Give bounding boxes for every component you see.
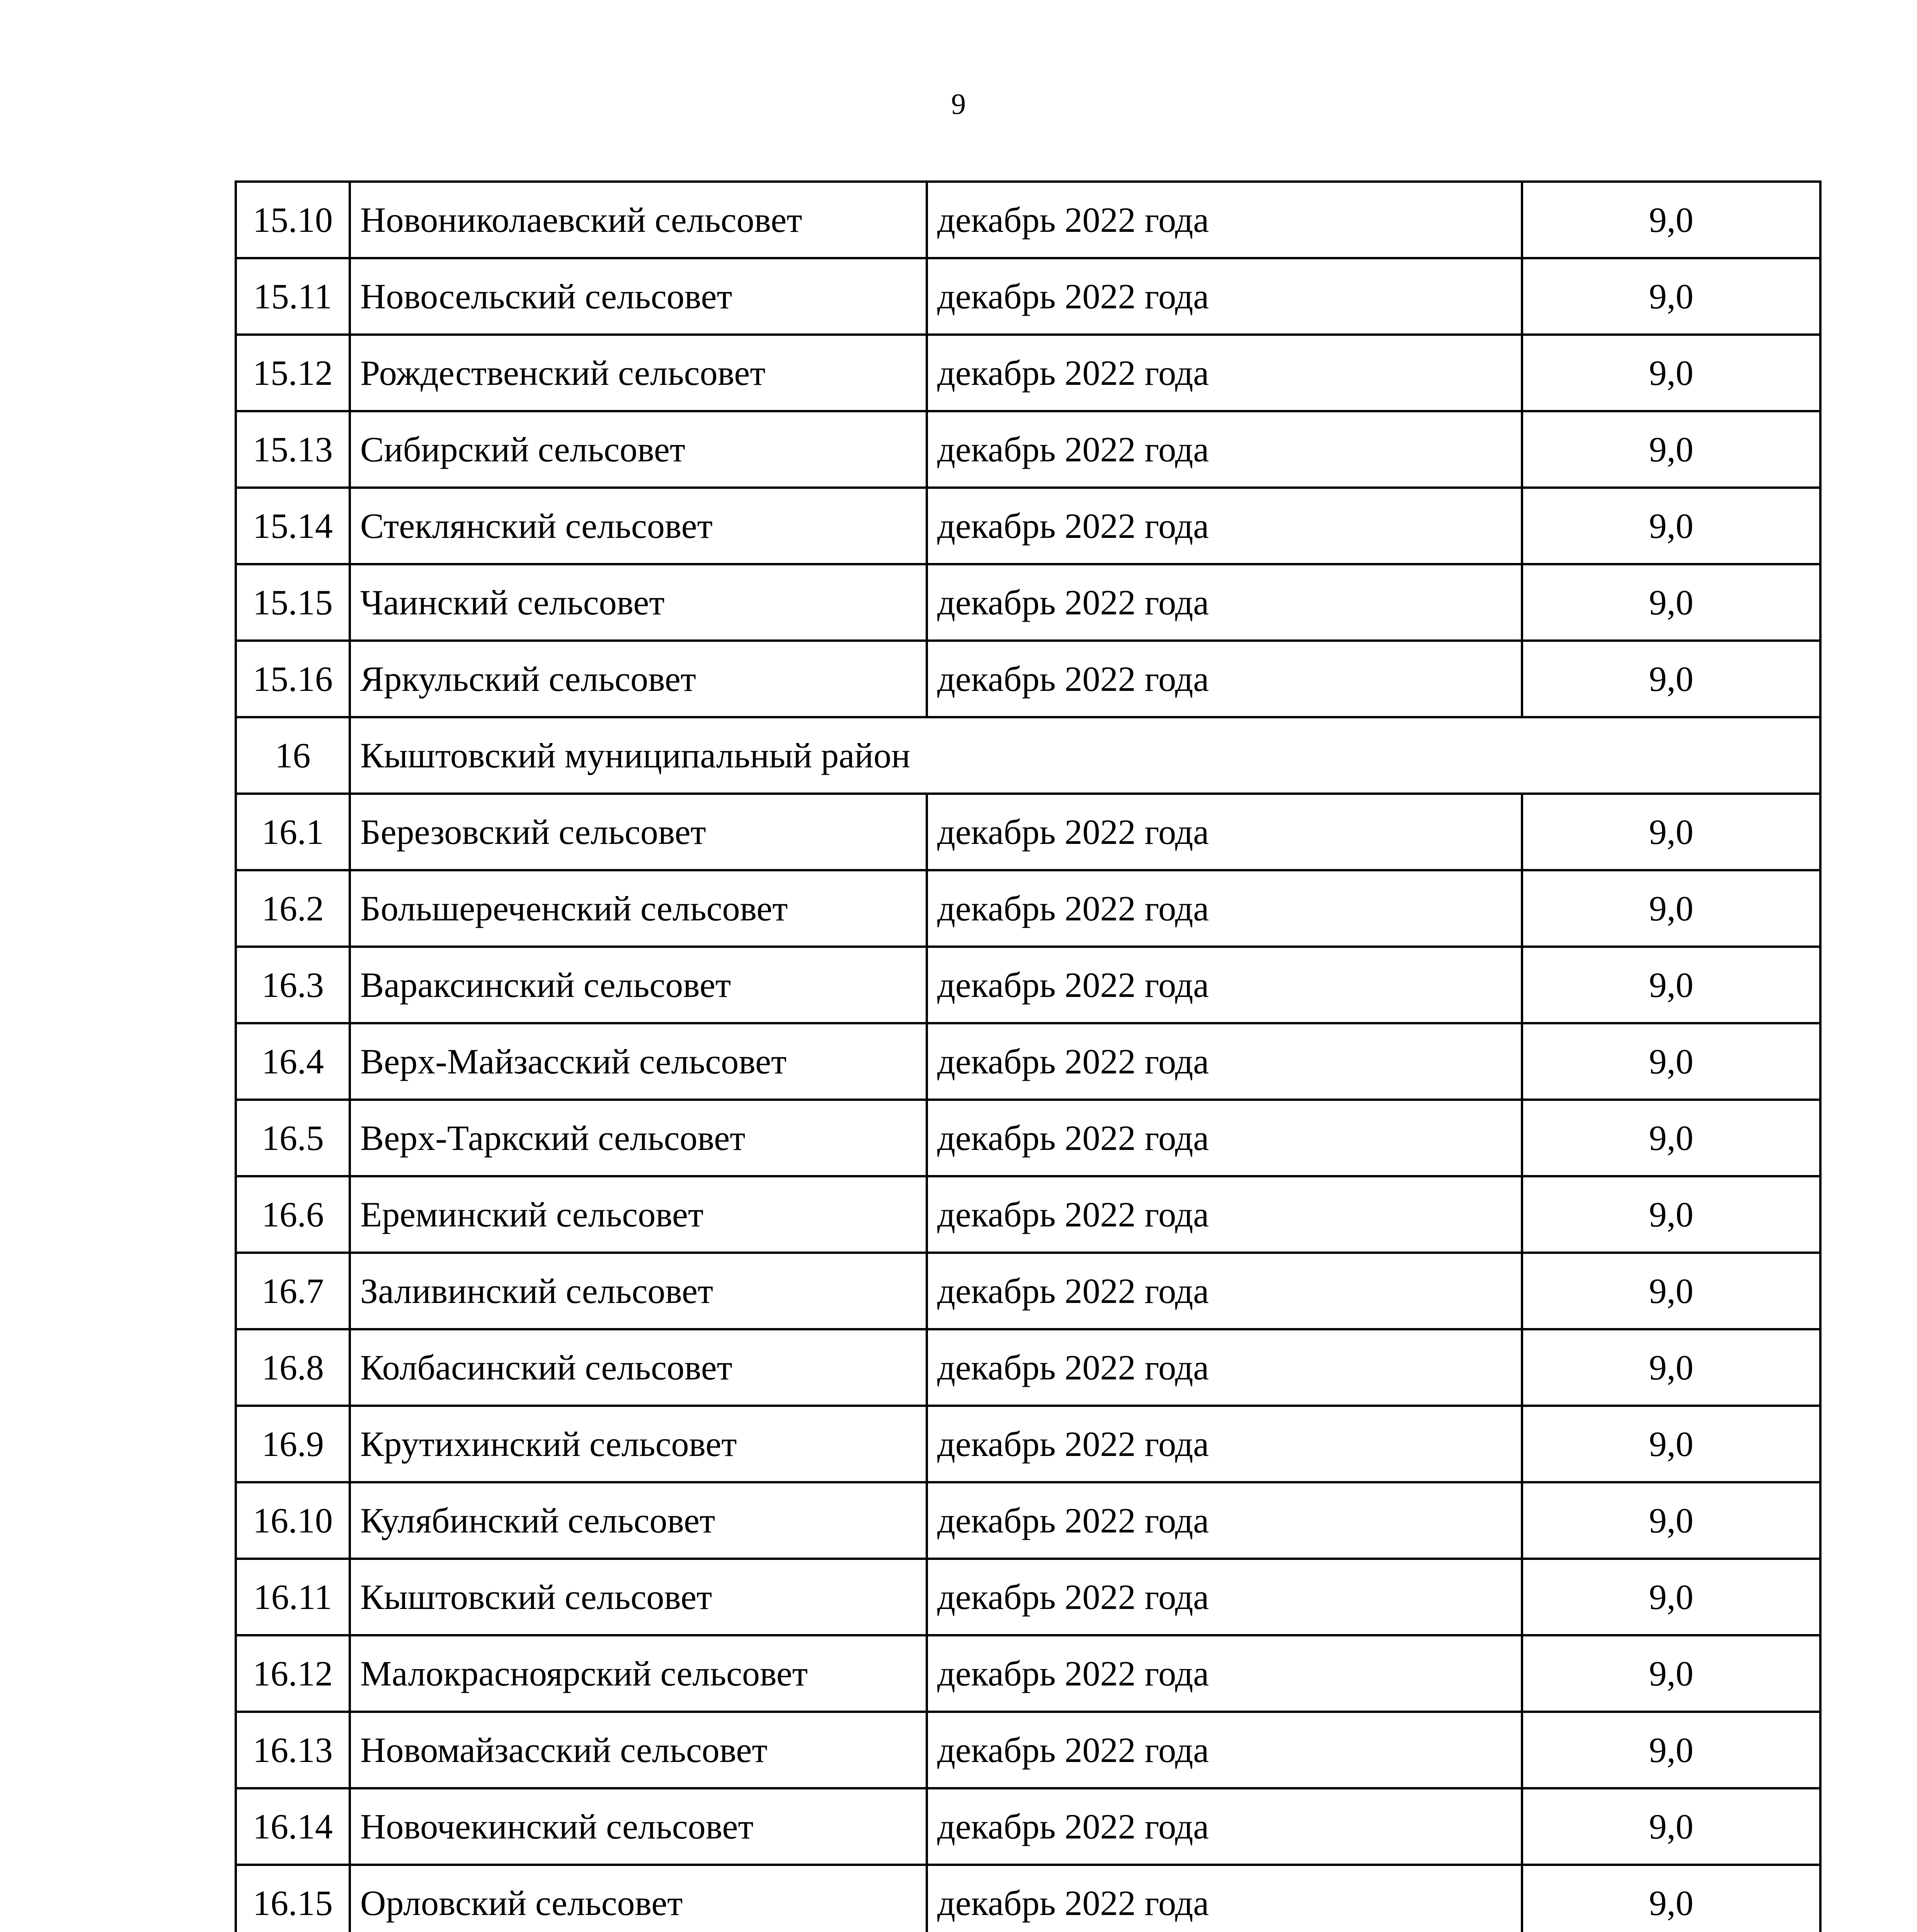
row-number-cell: 15.12 <box>236 335 350 411</box>
settlement-name-cell: Орловский сельсовет <box>350 1865 927 1932</box>
date-cell: декабрь 2022 года <box>927 1253 1522 1329</box>
date-cell: декабрь 2022 года <box>927 1559 1522 1635</box>
settlement-name-cell: Стеклянский сельсовет <box>350 488 927 564</box>
table-row <box>236 1176 1820 1253</box>
table-row <box>236 1865 1820 1932</box>
value-cell: 9,0 <box>1522 258 1820 335</box>
value-cell: 9,0 <box>1522 794 1820 870</box>
date-cell: декабрь 2022 года <box>927 258 1522 335</box>
value-cell: 9,0 <box>1522 1176 1820 1253</box>
row-number-cell: 15.13 <box>236 411 350 488</box>
page-number: 9 <box>951 88 966 121</box>
table-row <box>236 794 1820 870</box>
date-cell: декабрь 2022 года <box>927 1176 1522 1253</box>
settlement-name-cell: Большереченский сельсовет <box>350 870 927 947</box>
row-number-cell: 15.10 <box>236 182 350 258</box>
row-number-cell: 16.8 <box>236 1329 350 1406</box>
date-cell: декабрь 2022 года <box>927 1406 1522 1482</box>
table-row <box>236 488 1820 564</box>
settlement-name-cell: Ереминский сельсовет <box>350 1176 927 1253</box>
value-cell: 9,0 <box>1522 1712 1820 1788</box>
value-cell: 9,0 <box>1522 411 1820 488</box>
table-row <box>236 1559 1820 1635</box>
table-row <box>236 1482 1820 1559</box>
table-row <box>236 1788 1820 1865</box>
row-number-cell: 16.2 <box>236 870 350 947</box>
settlement-name-cell: Новониколаевский сельсовет <box>350 182 927 258</box>
settlement-name-cell: Новосельский сельсовет <box>350 258 927 335</box>
row-number-cell: 15.15 <box>236 564 350 641</box>
row-number-cell: 16.15 <box>236 1865 350 1932</box>
row-number-cell: 15.14 <box>236 488 350 564</box>
date-cell: декабрь 2022 года <box>927 1635 1522 1712</box>
date-cell: декабрь 2022 года <box>927 1482 1522 1559</box>
date-cell: декабрь 2022 года <box>927 411 1522 488</box>
district-name-cell: Кыштовский муниципальный район <box>350 717 1820 794</box>
value-cell: 9,0 <box>1522 1788 1820 1865</box>
date-cell: декабрь 2022 года <box>927 1100 1522 1176</box>
value-cell: 9,0 <box>1522 564 1820 641</box>
settlement-name-cell: Кулябинский сельсовет <box>350 1482 927 1559</box>
table-body <box>236 182 1820 1932</box>
settlement-name-cell: Новомайзасский сельсовет <box>350 1712 927 1788</box>
row-number-cell: 16.5 <box>236 1100 350 1176</box>
value-cell: 9,0 <box>1522 1253 1820 1329</box>
row-number-cell: 16.7 <box>236 1253 350 1329</box>
row-number-cell: 16.1 <box>236 794 350 870</box>
settlement-name-cell: Вараксинский сельсовет <box>350 947 927 1023</box>
date-cell: декабрь 2022 года <box>927 335 1522 411</box>
date-cell: декабрь 2022 года <box>927 1329 1522 1406</box>
settlement-name-cell: Березовский сельсовет <box>350 794 927 870</box>
table-row <box>236 1635 1820 1712</box>
row-number-cell: 16.4 <box>236 1023 350 1100</box>
data-table <box>235 180 1822 1932</box>
table-row <box>236 1100 1820 1176</box>
row-number-cell: 16.3 <box>236 947 350 1023</box>
settlement-name-cell: Верх-Таркский сельсовет <box>350 1100 927 1176</box>
date-cell: декабрь 2022 года <box>927 1023 1522 1100</box>
date-cell: декабрь 2022 года <box>927 1865 1522 1932</box>
settlement-name-cell: Заливинский сельсовет <box>350 1253 927 1329</box>
value-cell: 9,0 <box>1522 335 1820 411</box>
table-row <box>236 335 1820 411</box>
date-cell: декабрь 2022 года <box>927 1712 1522 1788</box>
value-cell: 9,0 <box>1522 1329 1820 1406</box>
table-row <box>236 1023 1820 1100</box>
settlement-name-cell: Новочекинский сельсовет <box>350 1788 927 1865</box>
row-number-cell: 16.14 <box>236 1788 350 1865</box>
table-row <box>236 411 1820 488</box>
table-row <box>236 1253 1820 1329</box>
table-row <box>236 1712 1820 1788</box>
settlement-name-cell: Чаинский сельсовет <box>350 564 927 641</box>
row-number-cell: 16.9 <box>236 1406 350 1482</box>
table-row <box>236 1406 1820 1482</box>
settlement-name-cell: Верх-Майзасский сельсовет <box>350 1023 927 1100</box>
section-row <box>236 717 1820 794</box>
row-number-cell: 16.13 <box>236 1712 350 1788</box>
date-cell: декабрь 2022 года <box>927 947 1522 1023</box>
date-cell: декабрь 2022 года <box>927 641 1522 717</box>
table-row <box>236 182 1820 258</box>
value-cell: 9,0 <box>1522 488 1820 564</box>
date-cell: декабрь 2022 года <box>927 1788 1522 1865</box>
settlement-name-cell: Малокрасноярский сельсовет <box>350 1635 927 1712</box>
table-row <box>236 947 1820 1023</box>
value-cell: 9,0 <box>1522 870 1820 947</box>
row-number-cell: 16 <box>236 717 350 794</box>
value-cell: 9,0 <box>1522 1023 1820 1100</box>
value-cell: 9,0 <box>1522 182 1820 258</box>
row-number-cell: 15.16 <box>236 641 350 717</box>
settlement-name-cell: Яркульский сельсовет <box>350 641 927 717</box>
table-row <box>236 870 1820 947</box>
value-cell: 9,0 <box>1522 1406 1820 1482</box>
date-cell: декабрь 2022 года <box>927 870 1522 947</box>
value-cell: 9,0 <box>1522 1559 1820 1635</box>
value-cell: 9,0 <box>1522 1865 1820 1932</box>
table-row <box>236 1329 1820 1406</box>
value-cell: 9,0 <box>1522 947 1820 1023</box>
value-cell: 9,0 <box>1522 1100 1820 1176</box>
table-row <box>236 258 1820 335</box>
date-cell: декабрь 2022 года <box>927 488 1522 564</box>
value-cell: 9,0 <box>1522 641 1820 717</box>
date-cell: декабрь 2022 года <box>927 564 1522 641</box>
value-cell: 9,0 <box>1522 1635 1820 1712</box>
date-cell: декабрь 2022 года <box>927 182 1522 258</box>
settlement-name-cell: Рождественский сельсовет <box>350 335 927 411</box>
date-cell: декабрь 2022 года <box>927 794 1522 870</box>
table-row <box>236 641 1820 717</box>
table-row <box>236 564 1820 641</box>
row-number-cell: 15.11 <box>236 258 350 335</box>
row-number-cell: 16.10 <box>236 1482 350 1559</box>
settlement-name-cell: Сибирский сельсовет <box>350 411 927 488</box>
row-number-cell: 16.12 <box>236 1635 350 1712</box>
row-number-cell: 16.11 <box>236 1559 350 1635</box>
settlement-name-cell: Кыштовский сельсовет <box>350 1559 927 1635</box>
value-cell: 9,0 <box>1522 1482 1820 1559</box>
settlement-name-cell: Колбасинский сельсовет <box>350 1329 927 1406</box>
row-number-cell: 16.6 <box>236 1176 350 1253</box>
settlement-name-cell: Крутихинский сельсовет <box>350 1406 927 1482</box>
